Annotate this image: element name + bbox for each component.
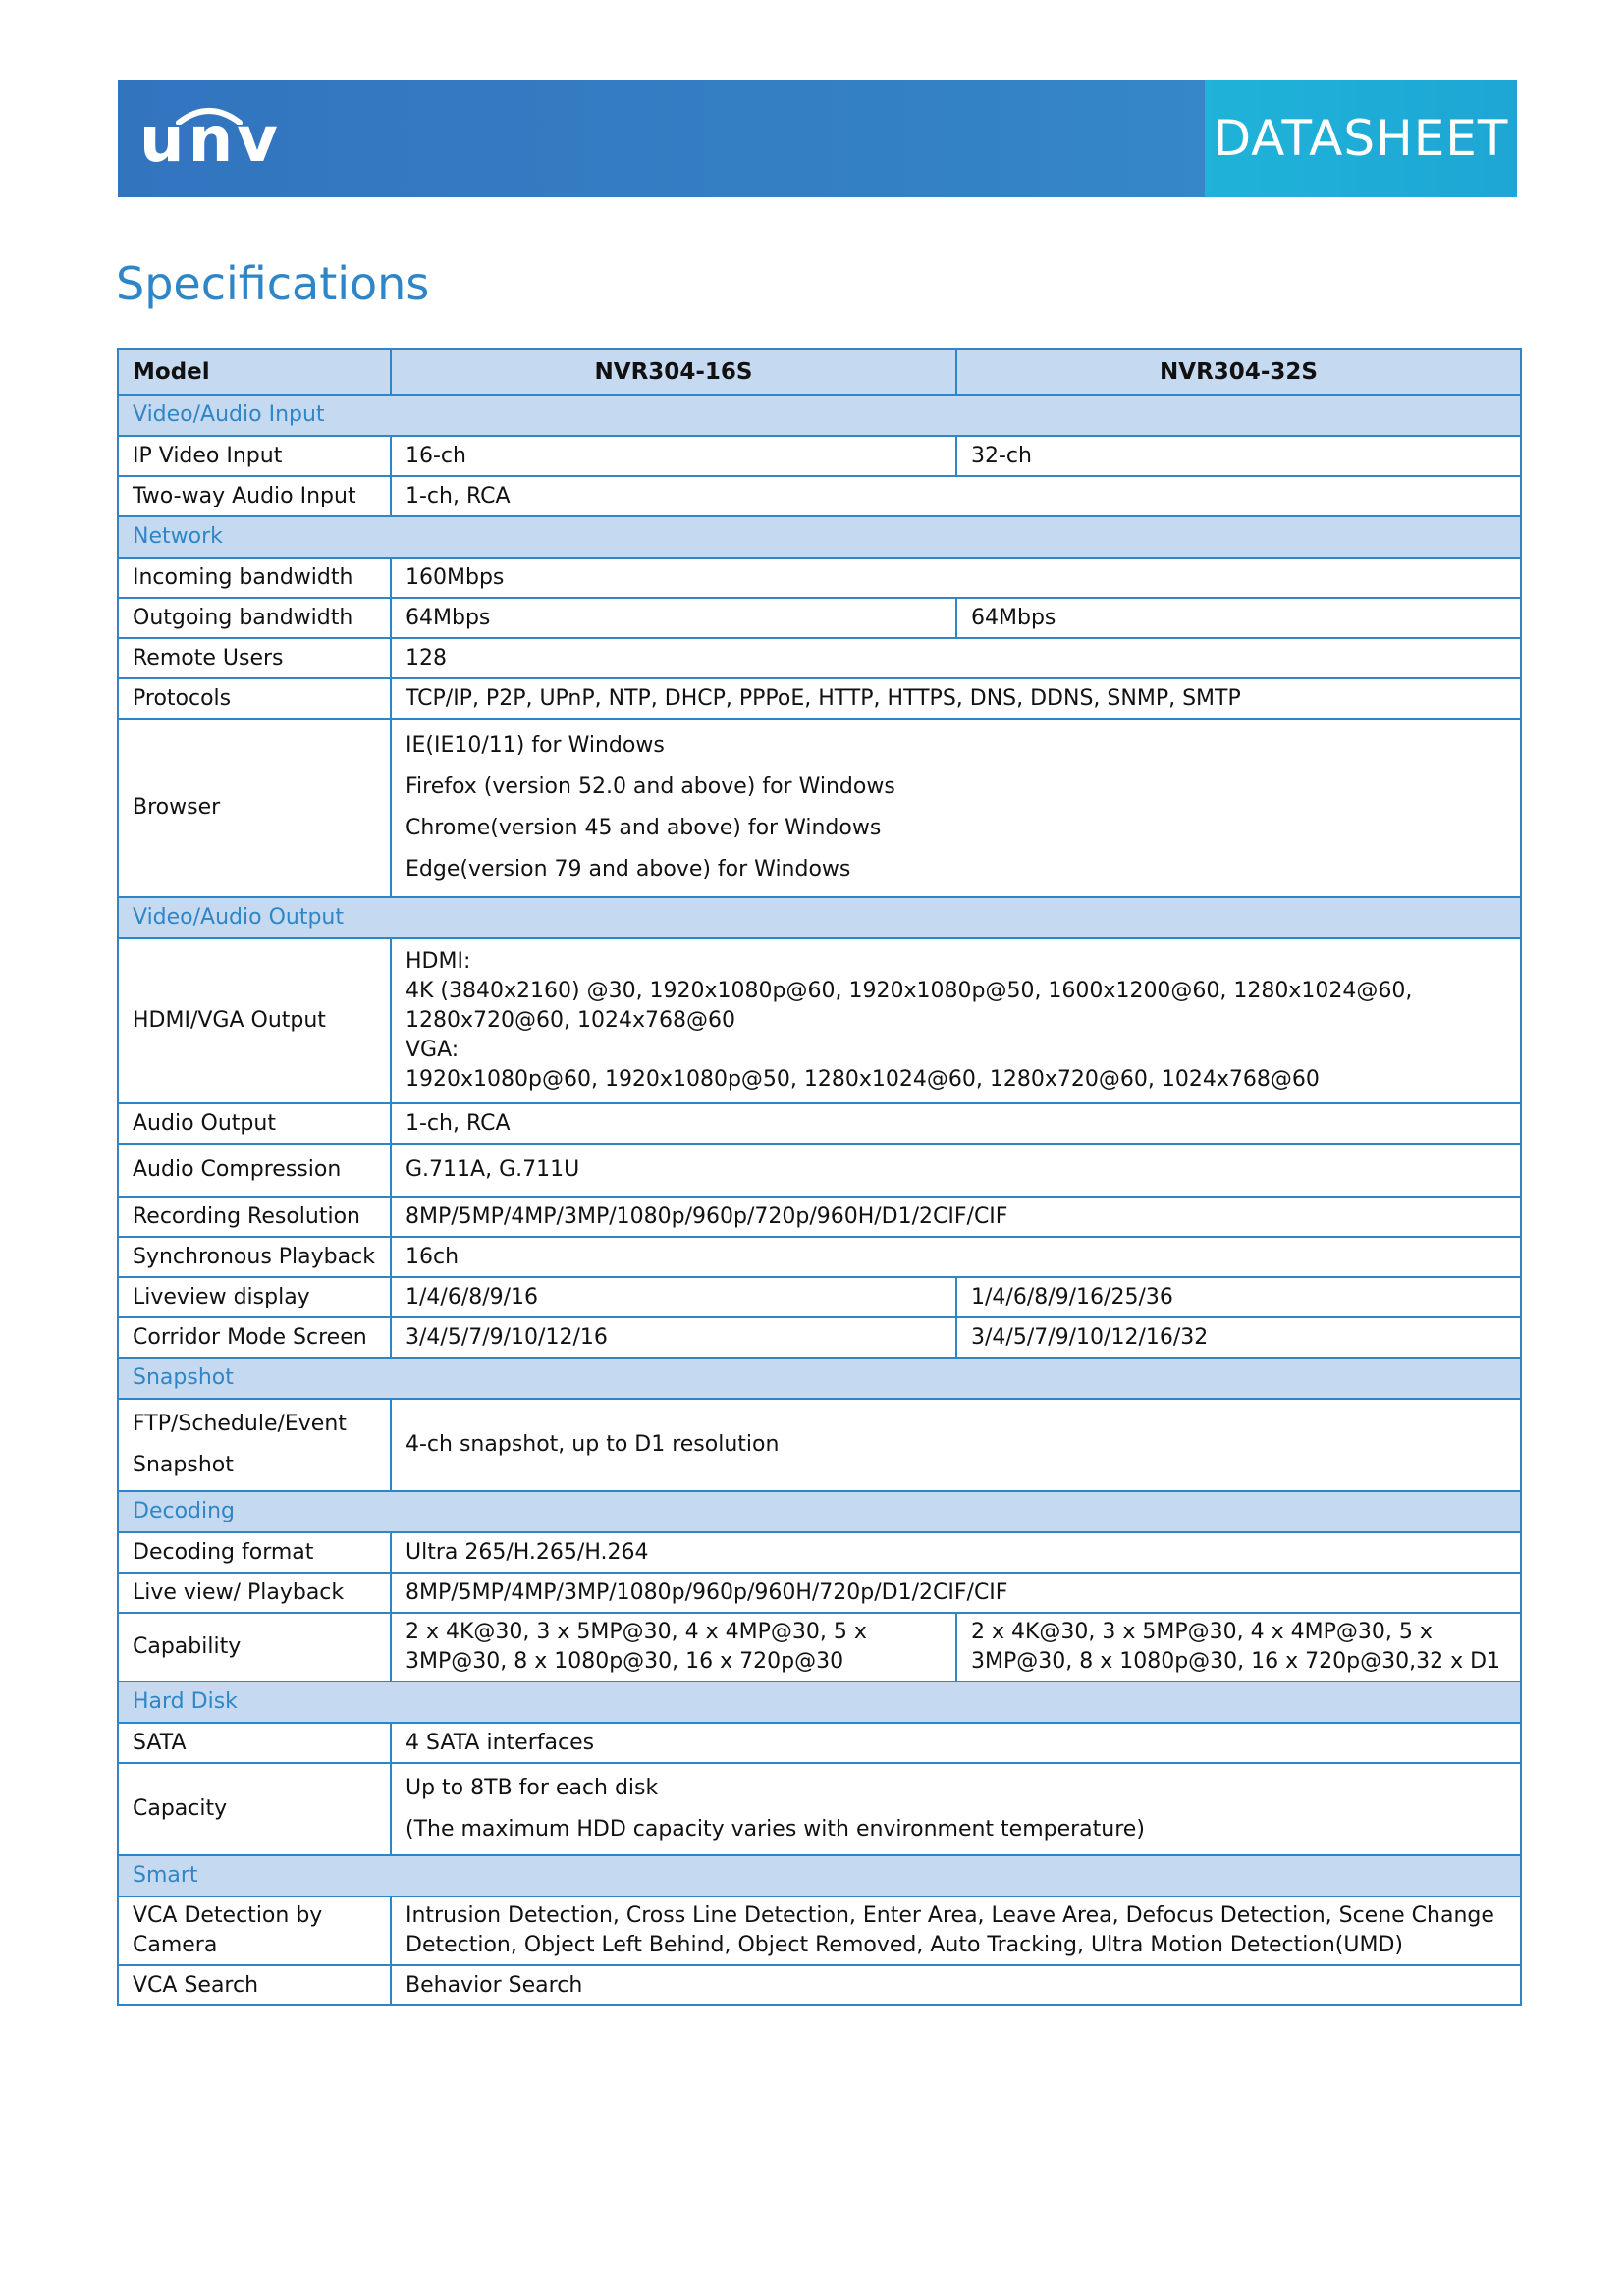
row-label: Decoding format <box>118 1532 391 1573</box>
table-row <box>118 1103 1521 1144</box>
table-row <box>118 598 1521 638</box>
table-row <box>118 719 1521 897</box>
row-label: SATA <box>118 1723 391 1763</box>
section-video-audio-output: Video/Audio Output <box>118 897 1521 938</box>
table-row <box>118 1144 1521 1197</box>
row-label: Incoming bandwidth <box>118 558 391 598</box>
row-value: 1-ch, RCA <box>391 476 1521 516</box>
row-value: Ultra 265/H.265/H.264 <box>391 1532 1521 1573</box>
row-value: G.711A, G.711U <box>391 1144 1521 1197</box>
row-value: 160Mbps <box>391 558 1521 598</box>
table-row <box>118 678 1521 719</box>
table-row <box>118 1613 1521 1682</box>
table-row <box>118 1723 1521 1763</box>
row-value-32s: 2 x 4K@30, 3 x 5MP@30, 4 x 4MP@30, 5 x 3MP@30, 8 x 1080p@30, 16 x 720p@30,32 x D1 <box>956 1613 1521 1682</box>
output-line: VGA: <box>406 1038 460 1062</box>
row-label: Recording Resolution <box>118 1197 391 1237</box>
row-value: 4-ch snapshot, up to D1 resolution <box>391 1399 1521 1491</box>
row-value: TCP/IP, P2P, UPnP, NTP, DHCP, PPPoE, HTTP, HTTPS, DNS, DDNS, SNMP, SMTP <box>391 678 1521 719</box>
row-label: Protocols <box>118 678 391 719</box>
specifications-table <box>117 348 1522 2006</box>
table-row <box>118 1197 1521 1237</box>
datasheet-badge <box>1205 80 1517 197</box>
row-value: 4 SATA interfaces <box>391 1723 1521 1763</box>
table-row <box>118 1277 1521 1317</box>
section-video-audio-input: Video/Audio Input <box>118 395 1521 436</box>
row-label: Synchronous Playback <box>118 1237 391 1277</box>
row-value-16s: 64Mbps <box>391 598 956 638</box>
row-label: Capability <box>118 1613 391 1682</box>
row-label: Browser <box>118 719 391 897</box>
table-row <box>118 436 1521 476</box>
output-line: 4K (3840x2160) @30, 1920x1080p@60, 1920x1080p@50, 1600x1200@60, 1280x1024@60, 1280x720@60, 1024x768@60 <box>406 979 1413 1033</box>
row-value: Intrusion Detection, Cross Line Detection, Enter Area, Leave Area, Defocus Detection, Scene Change Detection, Object Left Behind, Object Removed, Auto Tracking, Ultra Motion Detection(UMD) <box>391 1896 1521 1965</box>
row-value: 8MP/5MP/4MP/3MP/1080p/960p/960H/720p/D1/2CIF/CIF <box>391 1573 1521 1613</box>
output-line: 1920x1080p@60, 1920x1080p@50, 1280x1024@60, 1280x720@60, 1024x768@60 <box>406 1067 1320 1092</box>
table-row <box>118 638 1521 678</box>
table-row <box>118 1573 1521 1613</box>
row-label: Corridor Mode Screen <box>118 1317 391 1358</box>
row-value-32s: 32-ch <box>956 436 1521 476</box>
header-nvr304-32s: NVR304-32S <box>956 349 1521 395</box>
section-hard-disk: Hard Disk <box>118 1682 1521 1723</box>
section-row <box>118 516 1521 558</box>
row-value-16s: 16-ch <box>391 436 956 476</box>
section-snapshot: Snapshot <box>118 1358 1521 1399</box>
section-smart: Smart <box>118 1855 1521 1896</box>
label-line: Snapshot <box>133 1453 234 1477</box>
table-row <box>118 1237 1521 1277</box>
capacity-line: (The maximum HDD capacity varies with environment temperature) <box>406 1817 1145 1842</box>
row-value: 128 <box>391 638 1521 678</box>
table-header-row <box>118 349 1521 395</box>
row-label <box>118 1399 391 1491</box>
browser-line: Firefox (version 52.0 and above) for Windows <box>406 774 895 799</box>
output-line: HDMI: <box>406 949 471 974</box>
banner-brand-area <box>118 80 1205 197</box>
table-row <box>118 1317 1521 1358</box>
row-value-16s: 2 x 4K@30, 3 x 5MP@30, 4 x 4MP@30, 5 x 3MP@30, 8 x 1080p@30, 16 x 720p@30 <box>391 1613 956 1682</box>
section-row <box>118 1855 1521 1896</box>
row-value: Behavior Search <box>391 1965 1521 2005</box>
table-row <box>118 1532 1521 1573</box>
row-label: Audio Output <box>118 1103 391 1144</box>
row-label: Audio Compression <box>118 1144 391 1197</box>
label-line: FTP/Schedule/Event <box>133 1412 347 1436</box>
row-value <box>391 938 1521 1103</box>
row-value-32s: 1/4/6/8/9/16/25/36 <box>956 1277 1521 1317</box>
browser-line: IE(IE10/11) for Windows <box>406 733 665 758</box>
logo-text: unv <box>139 104 282 177</box>
row-label: VCA Search <box>118 1965 391 2005</box>
row-value-16s: 3/4/5/7/9/10/12/16 <box>391 1317 956 1358</box>
header-nvr304-16s: NVR304-16S <box>391 349 956 395</box>
row-label: Two-way Audio Input <box>118 476 391 516</box>
row-value: 1-ch, RCA <box>391 1103 1521 1144</box>
unv-logo <box>139 99 287 178</box>
table-row <box>118 1896 1521 1965</box>
header-banner <box>118 80 1517 197</box>
section-row <box>118 1491 1521 1532</box>
row-label: VCA Detection by Camera <box>118 1896 391 1965</box>
header-model: Model <box>118 349 391 395</box>
table-row <box>118 558 1521 598</box>
row-value: 8MP/5MP/4MP/3MP/1080p/960p/720p/960H/D1/2CIF/CIF <box>391 1197 1521 1237</box>
table-row <box>118 1399 1521 1491</box>
section-row <box>118 1358 1521 1399</box>
table-row <box>118 476 1521 516</box>
section-row <box>118 897 1521 938</box>
section-row <box>118 395 1521 436</box>
browser-line: Chrome(version 45 and above) for Windows <box>406 816 882 840</box>
table-row <box>118 1965 1521 2005</box>
row-label: Liveview display <box>118 1277 391 1317</box>
row-value <box>391 719 1521 897</box>
row-label: Outgoing bandwidth <box>118 598 391 638</box>
section-row <box>118 1682 1521 1723</box>
row-value-16s: 1/4/6/8/9/16 <box>391 1277 956 1317</box>
section-decoding: Decoding <box>118 1491 1521 1532</box>
capacity-line: Up to 8TB for each disk <box>406 1776 659 1800</box>
page-title: Specifications <box>116 257 430 310</box>
row-value-32s: 64Mbps <box>956 598 1521 638</box>
table-row <box>118 1763 1521 1855</box>
table-row <box>118 938 1521 1103</box>
datasheet-label: DATASHEET <box>1213 110 1509 167</box>
row-value <box>391 1763 1521 1855</box>
row-label: HDMI/VGA Output <box>118 938 391 1103</box>
row-label: Remote Users <box>118 638 391 678</box>
browser-line: Edge(version 79 and above) for Windows <box>406 857 851 881</box>
row-value-32s: 3/4/5/7/9/10/12/16/32 <box>956 1317 1521 1358</box>
row-label: Live view/ Playback <box>118 1573 391 1613</box>
row-label: IP Video Input <box>118 436 391 476</box>
row-label: Capacity <box>118 1763 391 1855</box>
section-network: Network <box>118 516 1521 558</box>
row-value: 16ch <box>391 1237 1521 1277</box>
